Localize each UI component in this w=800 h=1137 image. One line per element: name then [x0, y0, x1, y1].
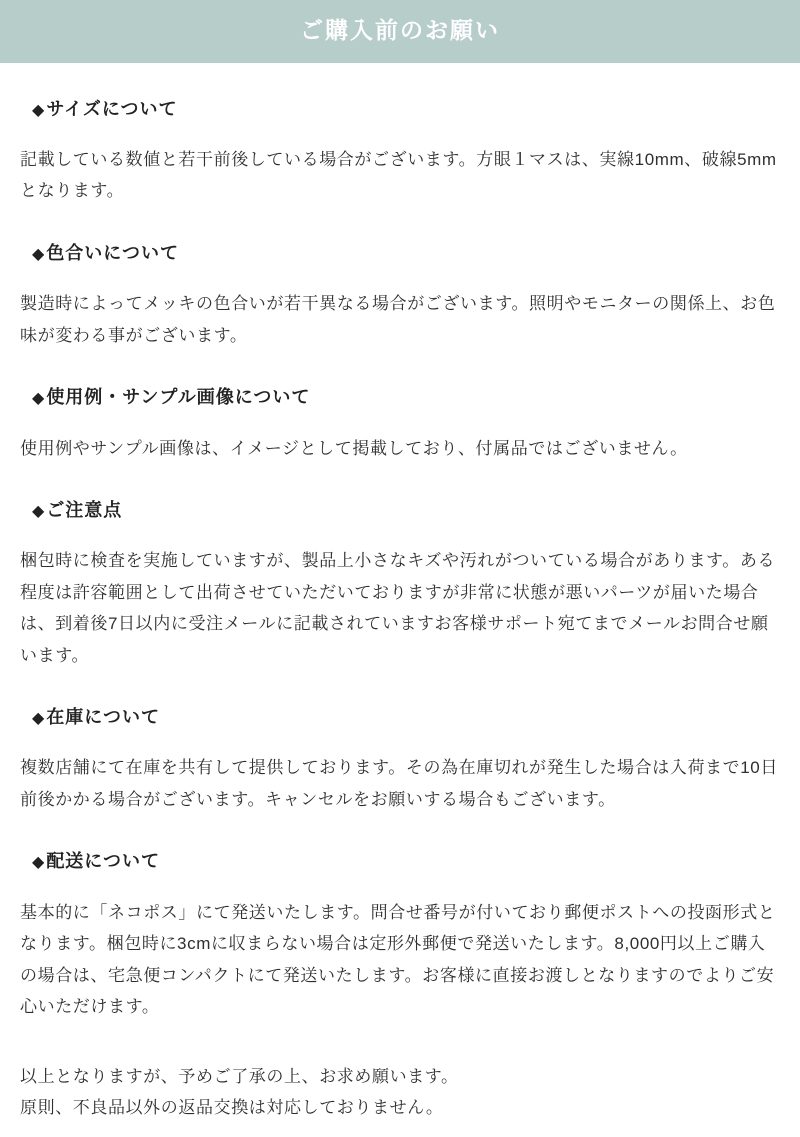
closing-line-1: 以上となりますが、予めご了承の上、お求め願います。 — [20, 1066, 459, 1086]
section-heading-text: サイズについて — [46, 98, 178, 119]
section-sample-images — [18, 385, 782, 464]
diamond-bullet-icon: ◆ — [32, 101, 46, 119]
section-body-text: 基本的に「ネコポス」にて発送いたします。問合せ番号が付いており郵便ポストへの投函形式となります。梱包時に3cmに収まらない場合は定形外郵便で発送いたします。8,000円以上ご購入の場合は、宅急便コンパクトにて発送いたします。お客様に直接お渡しとなりますのでよりご安心いただけます。 — [20, 902, 776, 1017]
section-color — [18, 241, 782, 351]
diamond-bullet-icon: ◆ — [32, 710, 46, 728]
section-body-text: 使用例やサンプル画像は、イメージとして掲載しており、付属品ではございません。 — [20, 438, 688, 458]
section-heading — [32, 849, 782, 874]
section-cautions — [18, 498, 782, 671]
section-heading — [32, 241, 782, 266]
diamond-bullet-icon: ◆ — [32, 390, 46, 408]
section-body-text: 梱包時に検査を実施していますが、製品上小さなキズや汚れがついている場合があります。ある程度は許容範囲として出荷させていただいておりますが非常に状態が悪いパーツが届いた場合は、到着後7日以内に受注メールに記載されていますお客様サポート宛てまでメールお問合せ願います。 — [20, 551, 776, 665]
section-heading-text: 在庫について — [46, 707, 160, 728]
section-body — [20, 545, 782, 671]
section-size — [18, 97, 782, 207]
section-heading — [32, 705, 782, 730]
section-heading-text: ご注意点 — [46, 499, 123, 520]
section-heading-text: 使用例・サンプル画像について — [46, 387, 311, 408]
diamond-bullet-icon: ◆ — [32, 245, 46, 263]
section-body — [20, 288, 782, 351]
section-body-text: 複数店舗にて在庫を共有して提供しております。その為在庫切れが発生した場合は入荷まで10日前後かかる場合がございます。キャンセルをお願いする場合もございます。 — [20, 758, 778, 809]
page-title: ご購入前のお願い — [300, 17, 500, 43]
closing-line-2: 原則、不良品以外の返品交換は対応しておりません。 — [20, 1097, 444, 1117]
section-body-text: 記載している数値と若干前後している場合がございます。方眼１マスは、実線10mm、破線5mmとなります。 — [20, 149, 777, 201]
diamond-bullet-icon: ◆ — [32, 854, 46, 872]
diamond-bullet-icon: ◆ — [32, 502, 46, 520]
section-body — [20, 897, 782, 1023]
section-heading — [32, 97, 782, 122]
section-body — [20, 752, 782, 815]
section-stock — [18, 705, 782, 815]
section-body — [20, 433, 782, 464]
notice-content — [0, 97, 800, 1137]
section-heading-text: 配送について — [46, 851, 160, 872]
page-title-banner — [0, 0, 800, 63]
bottom-spacer — [18, 1123, 782, 1137]
section-heading-text: 色合いについて — [46, 242, 179, 263]
closing-note — [20, 1061, 782, 1124]
section-heading — [32, 498, 782, 523]
section-heading — [32, 385, 782, 410]
section-body-text: 製造時によってメッキの色合いが若干異なる場合がございます。照明やモニターの関係上、お色味が変わる事がございます。 — [20, 294, 776, 345]
section-body — [20, 144, 782, 207]
section-shipping — [18, 849, 782, 1022]
